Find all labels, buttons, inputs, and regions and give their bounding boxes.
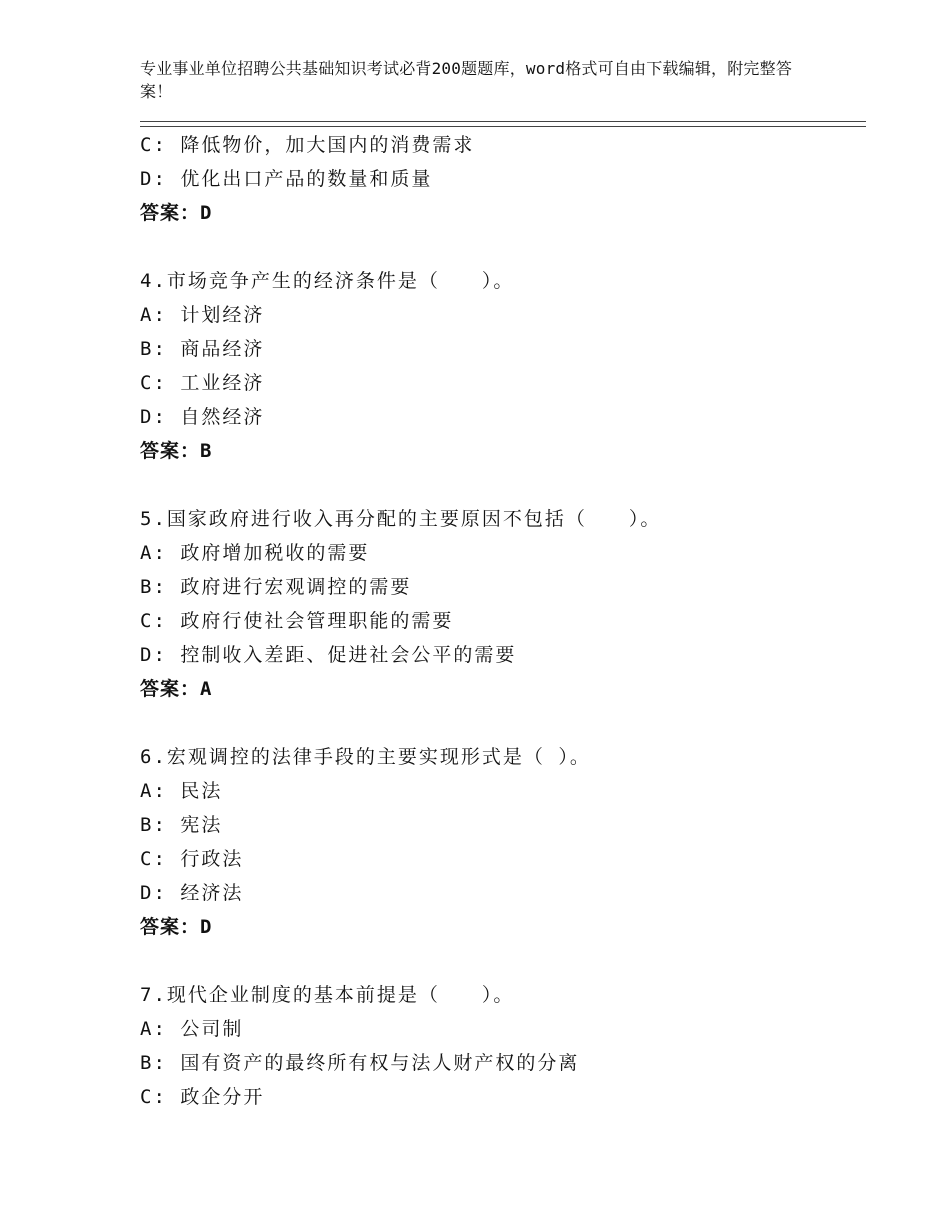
document-body [140, 128, 866, 1114]
answer: 答案：D [140, 916, 213, 938]
option-a: A: 政府增加税收的需要 [140, 542, 370, 564]
option-b: B: 国有资产的最终所有权与法人财产权的分离 [140, 1052, 580, 1074]
option-d: D: 自然经济 [140, 406, 265, 428]
option-b: B: 商品经济 [140, 338, 265, 360]
option-c: C: 降低物价，加大国内的消费需求 [140, 134, 475, 156]
answer: 答案：B [140, 440, 213, 462]
question-stem: 4.市场竞争产生的经济条件是（ ）。 [140, 270, 515, 292]
question-6 [140, 740, 866, 944]
option-c: C: 行政法 [140, 848, 244, 870]
question-stem: 5.国家政府进行收入再分配的主要原因不包括（ ）。 [140, 508, 662, 530]
answer: 答案：A [140, 678, 213, 700]
question-4 [140, 264, 866, 468]
option-c: C: 政企分开 [140, 1086, 265, 1108]
option-b: B: 政府进行宏观调控的需要 [140, 576, 412, 598]
question-7 [140, 978, 866, 1114]
header-divider [140, 121, 866, 127]
option-c: C: 工业经济 [140, 372, 265, 394]
spacer [140, 944, 866, 978]
answer: 答案：D [140, 202, 213, 224]
spacer [140, 706, 866, 740]
option-d: D: 优化出口产品的数量和质量 [140, 168, 433, 190]
spacer [140, 468, 866, 502]
option-c: C: 政府行使社会管理职能的需要 [140, 610, 454, 632]
page-header: 专业事业单位招聘公共基础知识考试必背200题题库，word格式可自由下载编辑，附完整答案！ [140, 59, 793, 101]
option-d: D: 控制收入差距、促进社会公平的需要 [140, 644, 517, 666]
question-3-continuation [140, 128, 866, 230]
option-b: B: 宪法 [140, 814, 223, 836]
question-stem: 6.宏观调控的法律手段的主要实现形式是（ ）。 [140, 746, 591, 768]
spacer [140, 230, 866, 264]
option-a: A: 计划经济 [140, 304, 265, 326]
question-stem: 7.现代企业制度的基本前提是（ ）。 [140, 984, 515, 1006]
question-5 [140, 502, 866, 706]
option-a: A: 公司制 [140, 1018, 244, 1040]
option-a: A: 民法 [140, 780, 223, 802]
option-d: D: 经济法 [140, 882, 244, 904]
